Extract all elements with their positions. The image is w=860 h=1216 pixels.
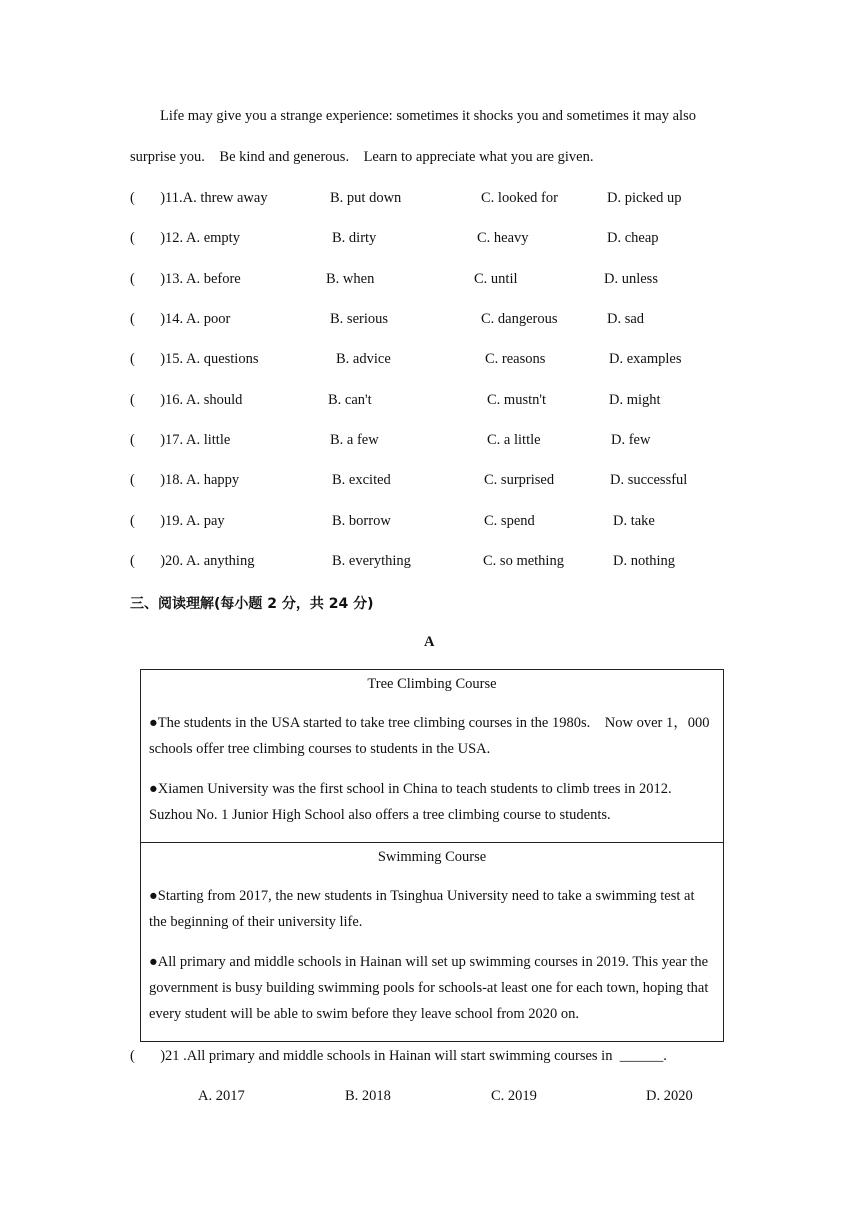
question-21-option-d: D. 2020 (646, 1088, 693, 1104)
question-14-stem: ( )14. A. poor (130, 311, 231, 327)
question-14 (130, 311, 750, 331)
question-17-option-d: D. few (611, 432, 651, 448)
question-21-option-a: A. 2017 (198, 1088, 245, 1104)
question-11-stem: ( )11.A. threw away (130, 190, 268, 206)
swimming-cell (141, 843, 723, 1041)
swimming-title: Swimming Course (377, 849, 487, 865)
question-11-option-d: D. picked up (607, 190, 682, 206)
question-12-stem: ( )12. A. empty (130, 230, 240, 246)
question-11-option-c: C. looked for (481, 190, 558, 206)
question-18-option-d: D. successful (610, 472, 688, 488)
question-20-option-d: D. nothing (613, 553, 676, 569)
question-14-option-b: B. serious (330, 311, 388, 327)
question-21-option-c: C. 2019 (491, 1088, 537, 1104)
course-table (140, 669, 724, 1042)
question-13-option-d: D. unless (604, 271, 658, 287)
section-title: 三、阅读理解(每小题 2 分，共 24 分) (130, 596, 374, 612)
question-16 (130, 392, 750, 412)
question-12 (130, 230, 750, 250)
passage-line-1: Life may give you a strange experience: sometimes it shocks you and sometimes it may also (160, 108, 696, 124)
question-21-option-b: B. 2018 (345, 1088, 391, 1104)
question-17-option-c: C. a little (487, 432, 541, 448)
question-14-option-d: D. sad (607, 311, 645, 327)
tree-climbing-bullet-1: ●The students in the USA started to take tree climbing courses in the 1980s. Now over 1，000 schools offer tree climbing courses to students in the USA. (149, 715, 710, 757)
question-18-option-b: B. excited (332, 472, 391, 488)
question-16-stem: ( )16. A. should (130, 392, 243, 408)
tree-climbing-bullet-2: ●Xiamen University was the first school in China to teach students to climb trees in 2012. Suzhou No. 1 Junior High School also offers a tree climbing course to students. (149, 781, 672, 823)
question-19-stem: ( )19. A. pay (130, 513, 225, 529)
question-17-stem: ( )17. A. little (130, 432, 231, 448)
swimming-bullet-1: ●Starting from 2017, the new students in Tsinghua University need to take a swimming test at the beginning of their university life. (149, 888, 695, 930)
question-19-option-d: D. take (613, 513, 655, 529)
question-16-option-b: B. can't (328, 392, 372, 408)
question-17 (130, 432, 750, 452)
question-13-option-b: B. when (326, 271, 375, 287)
question-18-stem: ( )18. A. happy (130, 472, 240, 488)
question-15 (130, 351, 750, 371)
swimming-bullet-2: ●All primary and middle schools in Hainan will set up swimming courses in 2019. This year the government is busy building swimming pools for schools-at least one for each town, hoping that every student will be able to swim before they leave school from 2020 on. (149, 954, 709, 1022)
question-12-option-b: B. dirty (332, 230, 377, 246)
passage-line-2: surprise you. Be kind and generous. Learn to appreciate what you are given. (130, 149, 594, 165)
passage-label: A (424, 634, 435, 650)
tree-climbing-title: Tree Climbing Course (367, 676, 497, 692)
question-19-option-b: B. borrow (332, 513, 391, 529)
question-15-option-c: C. reasons (485, 351, 546, 367)
question-15-stem: ( )15. A. questions (130, 351, 259, 367)
question-15-option-b: B. advice (336, 351, 391, 367)
question-17-option-b: B. a few (330, 432, 379, 448)
question-19 (130, 513, 750, 533)
question-15-option-d: D. examples (609, 351, 682, 367)
question-12-option-c: C. heavy (477, 230, 529, 246)
tree-climbing-cell (141, 670, 723, 843)
question-12-option-d: D. cheap (607, 230, 659, 246)
question-16-option-d: D. might (609, 392, 661, 408)
question-18-option-c: C. surprised (484, 472, 555, 488)
question-13-stem: ( )13. A. before (130, 271, 241, 287)
question-13-option-c: C. until (474, 271, 518, 287)
question-19-option-c: C. spend (484, 513, 535, 529)
question-11-option-b: B. put down (330, 190, 402, 206)
question-20-option-c: C. so mething (483, 553, 564, 569)
question-11 (130, 190, 750, 210)
question-13 (130, 271, 750, 291)
question-20-option-b: B. everything (332, 553, 411, 569)
question-16-option-c: C. mustn't (487, 392, 547, 408)
question-14-option-c: C. dangerous (481, 311, 558, 327)
question-20-stem: ( )20. A. anything (130, 553, 255, 569)
question-18 (130, 472, 750, 492)
question-21-stem: ( )21 .All primary and middle schools in Hainan will start swimming courses in ______. (130, 1048, 667, 1064)
question-20 (130, 553, 750, 573)
